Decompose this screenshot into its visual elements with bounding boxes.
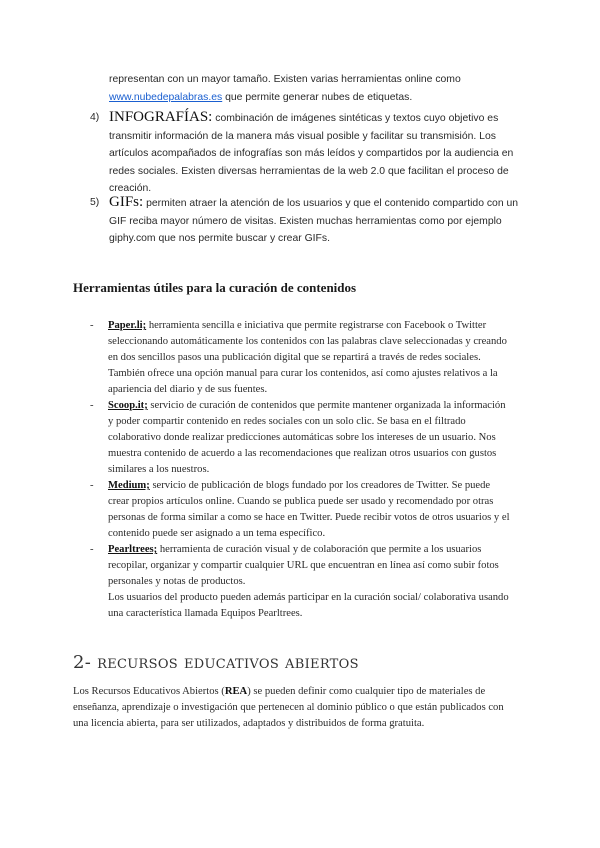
- tool-term: Medium;: [108, 480, 150, 491]
- bullet-dash: -: [90, 480, 94, 491]
- item-text: permiten atraer la atención de los usuarios y que el contenido compartido con un GIF reciba mayor número de visitas. Existen muchas herramientas como por ejemplo giphy.com que nos permite buscar y crear GIFs.: [109, 198, 519, 245]
- para-text-before: Los Recursos Educativos Abiertos (: [73, 686, 225, 697]
- bullet-dash: -: [90, 544, 94, 555]
- intro-text-before: representan con un mayor tamaño. Existen varias herramientas online como: [109, 74, 461, 85]
- item-text: combinación de imágenes sintéticas y textos cuyo objetivo es transmitir información de la manera más visual posible y facilitar su transmisión. Los artículos acompañados de infografías son más leídos y compartidos por la audiencia en redes sociales. Existen diversas herramientas de la web 2.0 que facilitan el proceso de creación.: [109, 113, 514, 195]
- tool-text: herramienta de curación visual y de colaboración que permite a los usuarios recopilar, organizar y compartir cualquier URL que encuentran en línea así como subir fotos personales y notas de productos.: [108, 544, 499, 587]
- tool-term: Pearltrees;: [108, 544, 158, 555]
- item-term: GIFs:: [109, 194, 144, 210]
- para-text-after: ) se pueden definir como cualquier tipo de materiales de enseñanza, aprendizaje o investigación que pertenecen al dominio público o que están publicados con una licencia abierta, para ser utilizados, adaptados y distribuidos de forma gratuita.: [73, 686, 504, 729]
- tool-extra-text: Los usuarios del producto pueden además participar en la curación social/ colaborativa usando una característica llamada Equipos Pearltrees.: [108, 592, 509, 619]
- rea-abbreviation: REA: [224, 686, 248, 697]
- section-2-paragraph: [73, 684, 513, 732]
- intro-text-after: que permite generar nubes de etiquetas.: [225, 91, 413, 103]
- item-number: 4): [90, 112, 100, 123]
- tools-heading: Herramientas útiles para la curación de contenidos: [73, 280, 357, 295]
- tool-text: servicio de curación de contenidos que permite mantener organizada la información y poder compartir contenido en redes sociales con un solo clic. Se basa en el filtrado colaborativo donde realizar predicciones automáticas sobre los intereses de un usuario. Nos muestra contenido de acuerdo a las recomendaciones que realizan otros usuarios con gustos similares a los nuestros.: [108, 400, 506, 475]
- item-term: INFOGRAFÍAS:: [109, 109, 213, 125]
- bullet-dash: -: [90, 400, 94, 411]
- bullet-dash: -: [90, 320, 94, 331]
- tool-term: Scoop.it;: [108, 400, 148, 411]
- item-number: 5): [90, 197, 100, 208]
- tool-text: servicio de publicación de blogs fundado por los creadores de Twitter. Se puede crear propios artículos online. Cuando se publica puede ser usado y recomendado por otras personas de forma similar a como se hace en Twitter. Puede recibir votos de otros usuarios y el contenido puede ser asignado a un tema específico.: [108, 480, 510, 539]
- nubedepalabras-link[interactable]: www.nubedepalabras.es: [109, 91, 223, 103]
- tool-term: Paper.li;: [108, 320, 147, 331]
- tool-text: herramienta sencilla e iniciativa que permite registrarse con Facebook o Twitter seleccionando automáticamente los contenidos con las palabras clave seleccionadas y creando en dos sencillos pasos una publicación digital que se repartirá a través de redes sociales. También ofrece una opción manual para curar los contenidos, así como ajustes relativos a la apariencia del diario y de sus fuentes.: [108, 320, 507, 395]
- section-2-heading: 2- recursos educativos abiertos: [73, 652, 359, 673]
- intro-continuation: [109, 71, 529, 106]
